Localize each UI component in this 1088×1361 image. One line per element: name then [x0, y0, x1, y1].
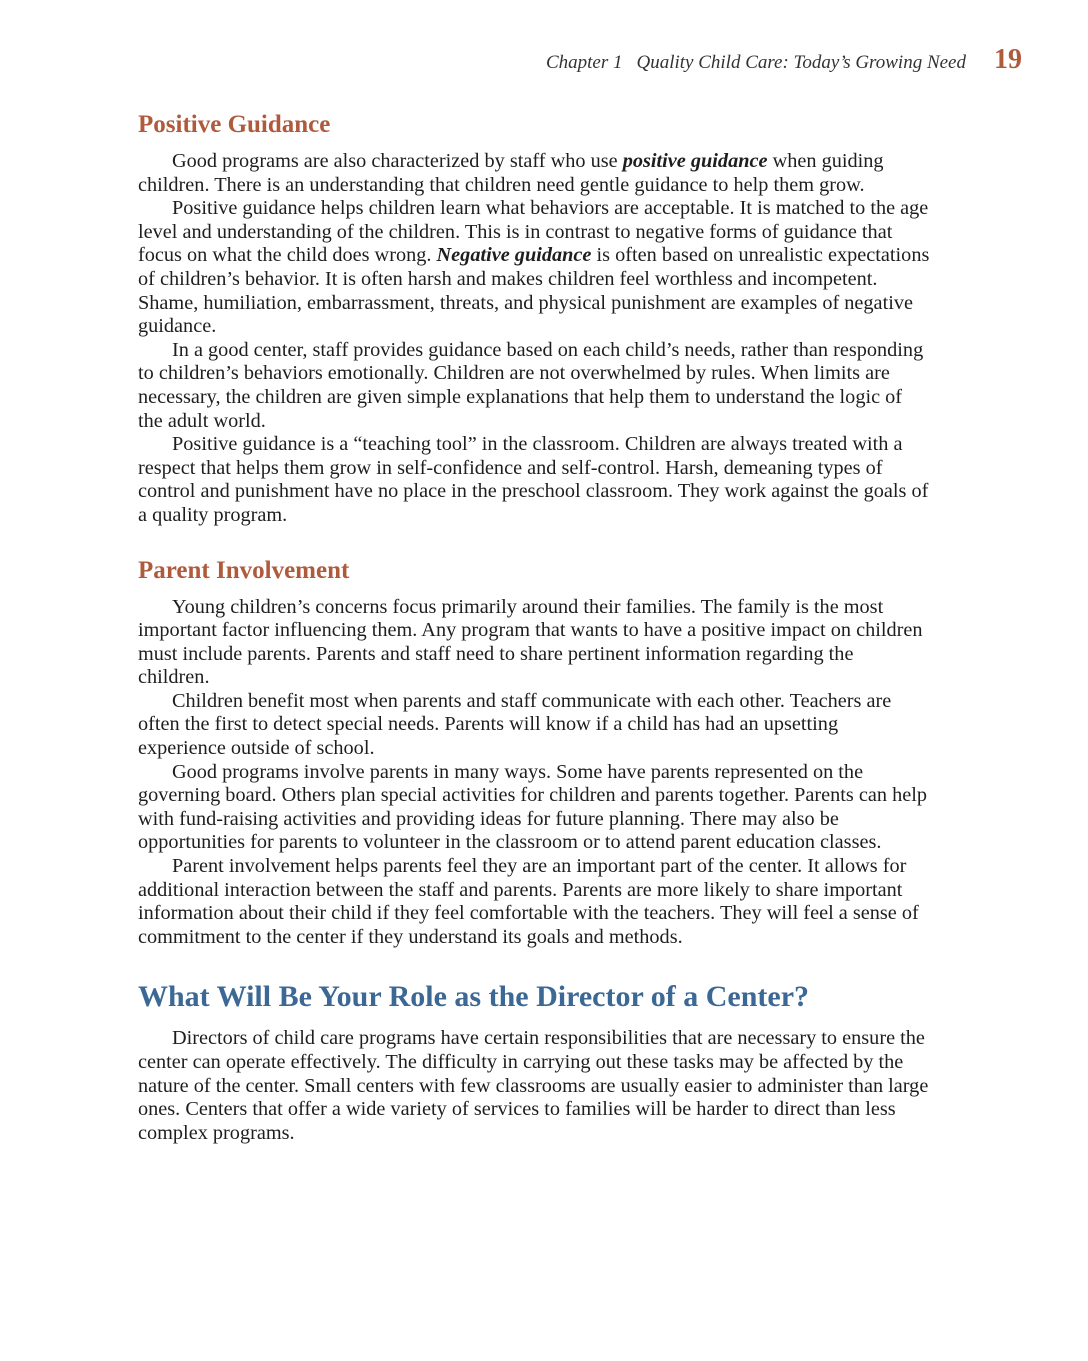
key-term: Negative guidance	[436, 244, 592, 267]
text: Positive guidance helps children learn what behaviors are acceptable. It is matched to the age level and understanding of the children. This is in contrast to negative forms of guidance that focus on what the child does wrong.	[138, 197, 929, 267]
page-body	[138, 108, 930, 1145]
section-parent-involvement	[138, 554, 930, 950]
text: when guiding children. There is an understanding that children need gentle guidance to help them grow.	[138, 150, 884, 196]
paragraph: Good programs involve parents in many ways. Some have parents represented on the governing board. Others plan special activities for children and parents together. Parents can help with fund-raising activities and providing ideas for future planning. There may also be opportunities for parents to volunteer in the classroom or to attend parent education classes.	[138, 760, 928, 854]
section-positive-guidance	[138, 108, 930, 528]
paragraph: Positive guidance is a “teaching tool” in the classroom. Children are always treated with a respect that helps them grow in self-confidence and self-control. Harsh, demeaning types of control and punishment have no place in the preschool classroom. They work against the goals of a quality program.	[138, 433, 929, 526]
section-heading: Parent Involvement	[138, 556, 350, 584]
spacer	[138, 949, 930, 977]
text: is often based on unrealistic expectations of children’s behavior. It is often harsh and makes children feel worthless and incompetent. Shame, humiliation, embarrassment, threats, and physical punishment are examples of negative guidance.	[138, 244, 930, 338]
paragraph	[138, 197, 930, 339]
main-heading: What Will Be Your Role as the Director of a Center?	[138, 980, 810, 1014]
chapter-title: Quality Child Care: Today’s Growing Need	[636, 52, 966, 73]
running-header	[546, 44, 1022, 76]
section-director-role	[138, 977, 930, 1145]
spacer	[138, 528, 930, 554]
text: Good programs are also characterized by staff who use	[172, 150, 623, 172]
paragraph: Directors of child care programs have certain responsibilities that are necessary to ensure the center can operate effectively. The difficulty in carrying out these tasks may be affected by the nature of the center. Small centers with few classrooms are usually easier to administer than large ones. Centers that offer a wide variety of services to families will be harder to direct than less complex programs.	[138, 1027, 929, 1144]
paragraph: Children benefit most when parents and staff communicate with each other. Teachers are often the first to detect special needs. Parents will know if a child has had an upsetting experience outside of school.	[138, 689, 892, 760]
paragraph	[138, 150, 930, 197]
paragraph: In a good center, staff provides guidance based on each child’s needs, rather than responding to children’s behaviors emotionally. Children are not overwhelmed by rules. When limits are necessary, the children are given simple explanations that help them to understand the logic of the adult world.	[138, 338, 924, 432]
paragraph: Parent involvement helps parents feel they are an important part of the center. It allows for additional interaction between the staff and parents. Parents are more likely to share important information about their child if they feel comfortable with the teachers. They will feel a sense of commitment to the center if they understand its goals and methods.	[138, 855, 919, 948]
section-heading: Positive Guidance	[138, 111, 331, 138]
page-number: 19	[994, 44, 1022, 75]
chapter-label: Chapter 1	[545, 52, 623, 73]
key-term: positive guidance	[622, 150, 768, 172]
paragraph: Young children’s concerns focus primarily around their families. The family is the most important factor influencing them. Any program that wants to have a positive impact on children must include parents. Parents and staff need to share pertinent information regarding the children.	[138, 595, 923, 689]
